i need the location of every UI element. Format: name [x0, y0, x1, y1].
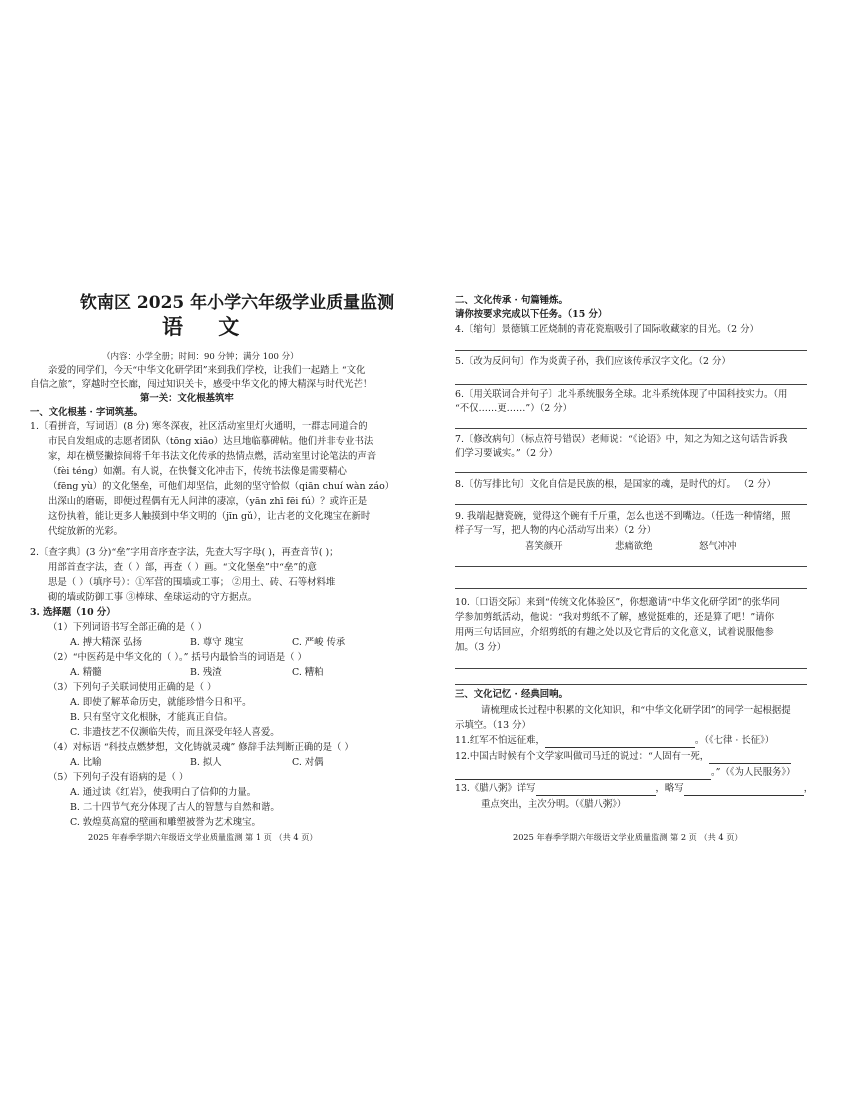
q6-line: “不仅……更……”）（2 分） — [455, 403, 572, 414]
section-intro: 示填空。（13 分） — [455, 720, 531, 731]
q7-line: 们学习要诚实。”（2 分） — [455, 448, 558, 459]
q13-comma: ， — [803, 783, 814, 794]
subject-title: 语 文 — [162, 314, 254, 339]
answer-line[interactable] — [455, 668, 807, 669]
q11 — [455, 734, 774, 748]
intro-line: 自信之旅”，穿越时空长廊，闯过知识关卡，感受中华文化的博大精深与时代光芒！ — [30, 379, 373, 390]
q9-line: 9. 我端起搪瓷碗，觉得这个碗有千斤重，怎么也送不到嘴边。（任选一种情绪，照 — [455, 511, 791, 522]
q3-2-stem: （2）“中医药是中华文化的（ ）。” 括号内最恰当的词语是（ ） — [48, 652, 307, 663]
q3-4-stem: （4）对标语 “科技点燃梦想，文化铸就灵魂” 修辞手法判断正确的是（ ） — [48, 742, 354, 753]
answer-line[interactable] — [455, 684, 807, 685]
option-b: B. 只有坚守文化根脉，才能真正自信。 — [70, 712, 233, 723]
q12-cont — [455, 766, 795, 780]
answer-line[interactable] — [455, 504, 807, 505]
emotion-option: 喜笑颜开 — [525, 541, 563, 552]
option-a: A. 比喻 — [70, 757, 102, 768]
q1-line: 代绽放新的光彩。 — [48, 526, 124, 537]
intro-line: 亲爱的同学们，今天“中华文化研学团”来到我们学校，让我们一起踏上 “文化 — [48, 365, 366, 376]
q1-line: （fèi téng）如潮。有人说，在快餐文化冲击下，传统书法像是需要精心 — [48, 466, 347, 477]
q9-line: 样子写一写，把人物的内心活动写出来）（2 分） — [455, 525, 657, 536]
answer-line[interactable] — [455, 588, 807, 589]
q3-5-stem: （5）下列句子没有语病的是（ ） — [48, 772, 189, 783]
q8-stem: 8.〔仿写排比句〕文化自信是民族的根，是国家的魂，是时代的灯。 （2 分） — [455, 479, 776, 490]
answer-line[interactable] — [455, 566, 807, 567]
emotion-option: 怒气冲冲 — [699, 541, 737, 552]
q11-source: 。（《七律 · 长征》） — [694, 735, 775, 746]
answer-line[interactable] — [455, 472, 807, 473]
answer-line[interactable] — [455, 428, 807, 429]
exam-title: 钦南区 2025 年小学六年级学业质量监测 — [80, 293, 395, 313]
exam-info: （内容：小学全册；时间：90 分钟；满分 100 分） — [102, 352, 299, 362]
option-b: B. 残渣 — [190, 667, 222, 678]
section-heading: 一、文化根基 · 字词筑基。 — [30, 407, 143, 418]
option-c: C. 敦煌莫高窟的壁画和雕塑被誉为艺术瑰宝。 — [70, 817, 261, 828]
emotion-option: 悲痛欲绝 — [615, 541, 653, 552]
q12-prompt: 12.中国古时候有个文学家叫做司马迁的说过：“人固有一死， — [455, 751, 710, 762]
stage-title: 第一关：文化根基筑牢 — [140, 393, 234, 404]
q7-line: 7.〔修改病句〕（标点符号错误）老师说：“《论语》中，知之为知之这句话告诉我 — [455, 434, 788, 445]
fill-blank[interactable] — [709, 753, 791, 764]
exam-page-2 — [455, 290, 815, 850]
q5-stem: 5.〔改为反问句〕作为炎黄子孙，我们应该传承汉字文化。（2 分） — [455, 356, 731, 367]
q10-line: 用两三句话回应，介绍剪纸的有趣之处以及它背后的文化意义，试着说服他参 — [455, 627, 774, 638]
q10-line: 加。（3 分） — [455, 642, 507, 653]
q1-line: 家，却在横竖撇捺间将千年书法文化传承的热情点燃，活动室里讨论笔法的声音 — [48, 451, 377, 462]
option-c: C. 严峻 传承 — [292, 637, 346, 648]
section-heading: 三、文化记忆 · 经典回响。 — [455, 689, 568, 700]
option-b: B. 拟人 — [190, 757, 222, 768]
q3-3-stem: （3）下列句子关联词使用正确的是（ ） — [48, 682, 217, 693]
page-footer: 2025 年春季学期六年级语文学业质量监测 第 2 页 （共 4 页） — [513, 832, 743, 842]
option-a: A. 即使了解革命历史，就能珍惜今日和平。 — [70, 697, 252, 708]
q13 — [455, 782, 813, 796]
q1-line: 这份执着，能让更多人触摸到中华文明的（jīn gǔ），让古老的文化瑰宝在新时 — [48, 511, 371, 522]
section-intro: 请梳理成长过程中积累的文化知识，和“中华文化研学团”的同学一起根据提 — [481, 705, 791, 716]
q13-prompt: 13.《腊八粥》详写 — [455, 783, 536, 794]
fill-blank[interactable] — [545, 737, 695, 748]
exam-page-1 — [30, 290, 395, 850]
q13-cont: 重点突出，主次分明。（《腊八粥》） — [481, 799, 627, 810]
option-a: A. 精髓 — [70, 667, 102, 678]
option-a: A. 搏大精深 弘扬 — [70, 637, 142, 648]
option-c: C. 非遗技艺不仅濒临失传，而且深受年轻人喜爱。 — [70, 727, 280, 738]
q2-line: 2.〔查字典〕(3 分)“垒”字用音序查字法，先查大写字母( )，再查音节( )； — [30, 547, 339, 558]
option-b: B. 二十四节气充分体现了古人的智慧与自然和谐。 — [70, 802, 280, 813]
q10-line: 学参加剪纸活动，他说：“我对剪纸不了解，感觉挺难的，还是算了吧！”请你 — [455, 612, 774, 623]
q12-source: 。”（《为人民服务》） — [711, 767, 796, 778]
q3-heading: 3. 选择题（10 分） — [30, 607, 116, 618]
q6-line: 6.〔用关联词合并句子〕北斗系统服务全球。北斗系统体现了中国科技实力。（用 — [455, 389, 788, 400]
q4-stem: 4.〔缩句〕景德镇工匠烧制的青花瓷瓶吸引了国际收藏家的目光。（2 分） — [455, 324, 759, 335]
q2-line: 用部首查字法，查（ ）部，再查（ ）画。“文化堡垒”中“垒”的意 — [48, 562, 317, 573]
answer-line[interactable] — [455, 384, 807, 385]
q1-line: 1.〔看拼音，写词语〕(8 分) 寒冬深夜，社区活动室里灯火通明，一群志同道合的 — [30, 421, 368, 432]
answer-line[interactable] — [455, 350, 807, 351]
option-c: C. 对偶 — [292, 757, 324, 768]
section-heading: 二、文化传承 · 句篇锤炼。 — [455, 295, 568, 306]
option-a: A. 通过读《红岩》，使我明白了信仰的力量。 — [70, 787, 257, 798]
fill-blank[interactable] — [536, 785, 656, 796]
fill-blank[interactable] — [684, 785, 804, 796]
q13-mid: ，略写 — [655, 783, 684, 794]
q10-line: 10.〔口语交际〕来到“传统文化体验区”，你想邀请“中华文化研学团”的张华同 — [455, 597, 780, 608]
q2-line: 砌的墙或防御工事 ③棒球、垒球运动的守方据点。 — [48, 592, 258, 603]
section-requirement: 请你按要求完成以下任务。（15 分） — [455, 309, 608, 320]
q3-1-stem: （1）下列词语书写全部正确的是（ ） — [48, 622, 207, 633]
q1-line: 出深山的磨砺，即便过程偶有无人问津的凄凉，（yān zhī fēi fú）？或许正是 — [48, 496, 368, 507]
q1-line: 市民自发组成的志愿者团队（tōng xiāo）达旦地临摹碑帖。他们并非专业书法 — [48, 436, 374, 447]
page-footer: 2025 年春季学期六年级语文学业质量监测 第 1 页 （共 4 页） — [88, 832, 318, 842]
q2-line: 思是（ ）（填序号）：①军营的围墙或工事； ②用土、砖、石等材料堆 — [48, 577, 336, 588]
option-b: B. 尊守 瑰宝 — [190, 637, 244, 648]
fill-blank[interactable] — [455, 769, 711, 780]
q11-prompt: 11.红军不怕远征难， — [455, 735, 545, 746]
q12 — [455, 750, 791, 764]
option-c: C. 糟粕 — [292, 667, 324, 678]
q1-line: （fēng yù）的文化堡垒，可他们却坚信，此刻的坚守恰似（qiān chuí wàn záo） — [48, 481, 395, 492]
